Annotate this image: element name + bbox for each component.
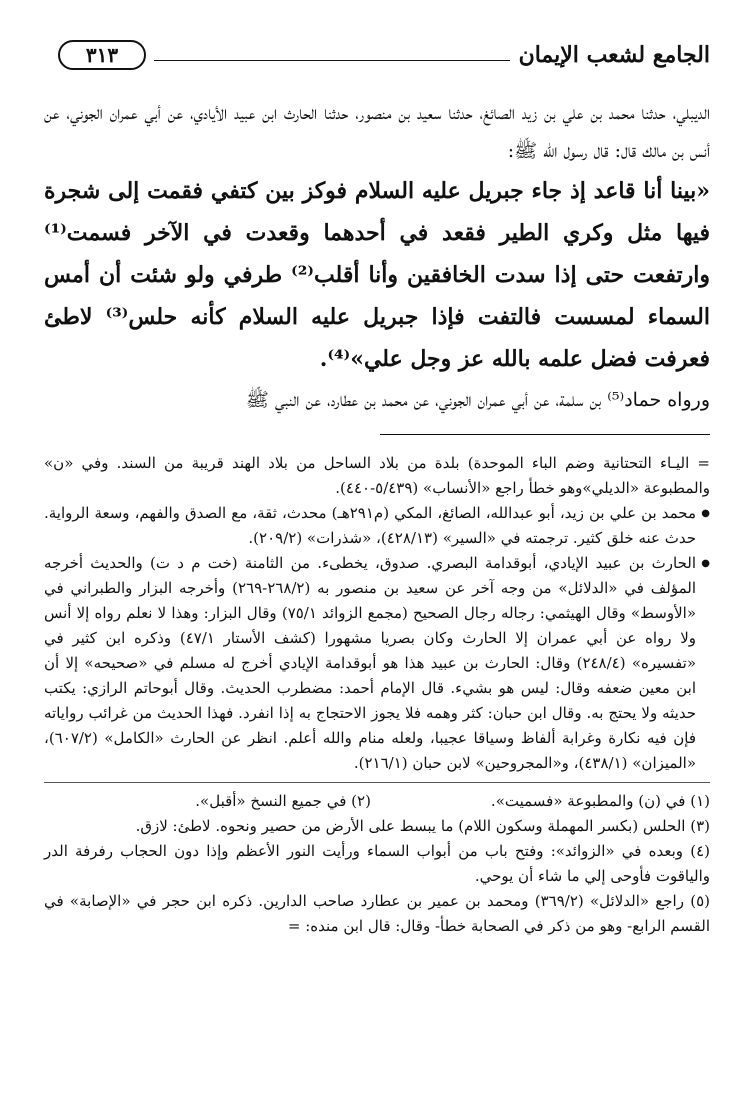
- hadith-text: «بينا أنا قاعد إذ جاء جبريل عليه السلام فوكز بين كتفي فقمت إلى شجرة فيها مثل وكري الطير فقعد في أحدهما وقعدت في الآخر فسمت⁽¹⁾ وارتفعت حتى إذا سدت الخافقين وأنا أقلب⁽²⁾ طرفي ولو شئت أن أمس السماء لمسست فالتفت فإذا جبريل عليه السلام كأنه حلس⁽³⁾ لاطئ فعرفت فضل علمه بالله عز وجل علي»⁽⁴⁾.: [44, 178, 711, 372]
- footnote-row-1-2: [44, 789, 710, 814]
- page-number: ٣١٣: [58, 40, 146, 70]
- footnote-3: (٣) الحلس (بكسر المهملة وسكون اللام) ما يبسط على الأرض من حصير ونحوه. لاطئ: لازق.: [135, 817, 710, 835]
- footnotes: [44, 451, 710, 939]
- note-continuation: = اليـاء التحتانية وضم الباء الموحدة) بلدة من بلاد الساحل من بلاد الهند قريبة من السند. وفي «ن» والمطبوعة «الديلي»وهو خطأ راجع «الأنساب» (٥/٤٣٩-٤٤٠).: [44, 454, 710, 497]
- footnote-1: (١) في (ن) والمطبوعة «فسميت».: [490, 792, 710, 810]
- page-header: [44, 36, 710, 84]
- isnad-text: الديبلي، حدثنا محمد بن علي بن زيد الصائغ، حدثنا سعيد بن منصور، حدثنا الحارث ابن عبيد الأيادي، عن أبي عمران الجوني، عن أنس بن مالك قال: قال رسول الله ﷺ:: [44, 102, 710, 162]
- note-bio-harith: ● الحارث بن عبيد الإيادي، أبوقدامة البصري. صدوق، يخطىء. من الثامنة (خت م د ت) والحديث أخرجه المؤلف في «الدلائل» من وجه آخر عن سعيد بن منصور به (٢٦٨/٢-٢٦٩) وأخرجه البزار والطبراني في «الأوسط» وقال الهيثمي: رجاله رجال الصحيح (مجمع الزوائد ٧٥/١) وقال البزار: وهذا لا نعلم رواه إلا أنس ولا رواه عن أبي عمران إلا الحارث وكان بصريا مشهورا (كشف الأستار ٤٧/١) وذكره ابن كثير في «تفسيره» (٢٤٨/٤) وقال: الحارث بن عبيد هذا هو أبوقدامة الإيادي أخرج له مسلم في «صحيحه» إلا أن ابن معين ضعفه وقال: ليس هو بشيء. قال الإمام أحمد: مضطرب الحديث. وقال أبوحاتم الرازي: يكتب حديثه ولا يحتج به. وقال ابن حبان: كثر وهمه فلا يجوز الاحتجاج به إذا انفرد. فهذا الحديث من غرائب رواياته فإن فيه نكارة وغرابة ألفاظ وسياقا عجيبا، ولعله منام والله أعلم. انظر عن الحارث «الكامل» (٦٠٧/٢)، «الميزان» (٤٣٨/١)، و«المجروحين» لابن حبان (٢١٦/١).: [44, 551, 710, 776]
- main-text: [44, 94, 710, 420]
- notes-divider: [44, 782, 710, 783]
- footnote-separator: [380, 434, 710, 435]
- header-rule: [154, 60, 510, 61]
- riwaya-text: ورواه حماد⁽⁵⁾ بن سلمة، عن أبي عمران الجوني، عن محمد بن عطارد، عن النبي ﷺ: [245, 389, 710, 411]
- book-title: الجامع لشعب الإيمان: [518, 42, 710, 68]
- footnote-5: (٥) راجع «الدلائل» (٣٦٩/٢) ومحمد بن عمير بن عطارد صاحب الدارين. ذكره ابن حجر في «الإصابة» في القسم الرابع- وهو من ذكر في الصحابة خطأ- وقال: قال ابن منده: =: [44, 892, 710, 935]
- footnote-2: (٢) في جميع النسخ «أقبل».: [195, 792, 371, 810]
- footnote-4: (٤) وبعده في «الزوائد»: وفتح باب من أبواب السماء ورأيت النور الأعظم وإذا دون الحجاب رفرفة الدر والياقوت فأوحى إلي ما شاء أن يوحي.: [44, 842, 710, 885]
- note-bio-sayigh: ● محمد بن علي بن زيد، أبو عبدالله، الصائغ، المكي (م٢٩١هـ) محدث، ثقة، مع الصدق والفهم، وسعة الرواية. حدث عنه خلق كثير. ترجمته في «السير» (٤٢٨/١٣)، «شذرات» (٢٠٩/٢).: [44, 501, 710, 551]
